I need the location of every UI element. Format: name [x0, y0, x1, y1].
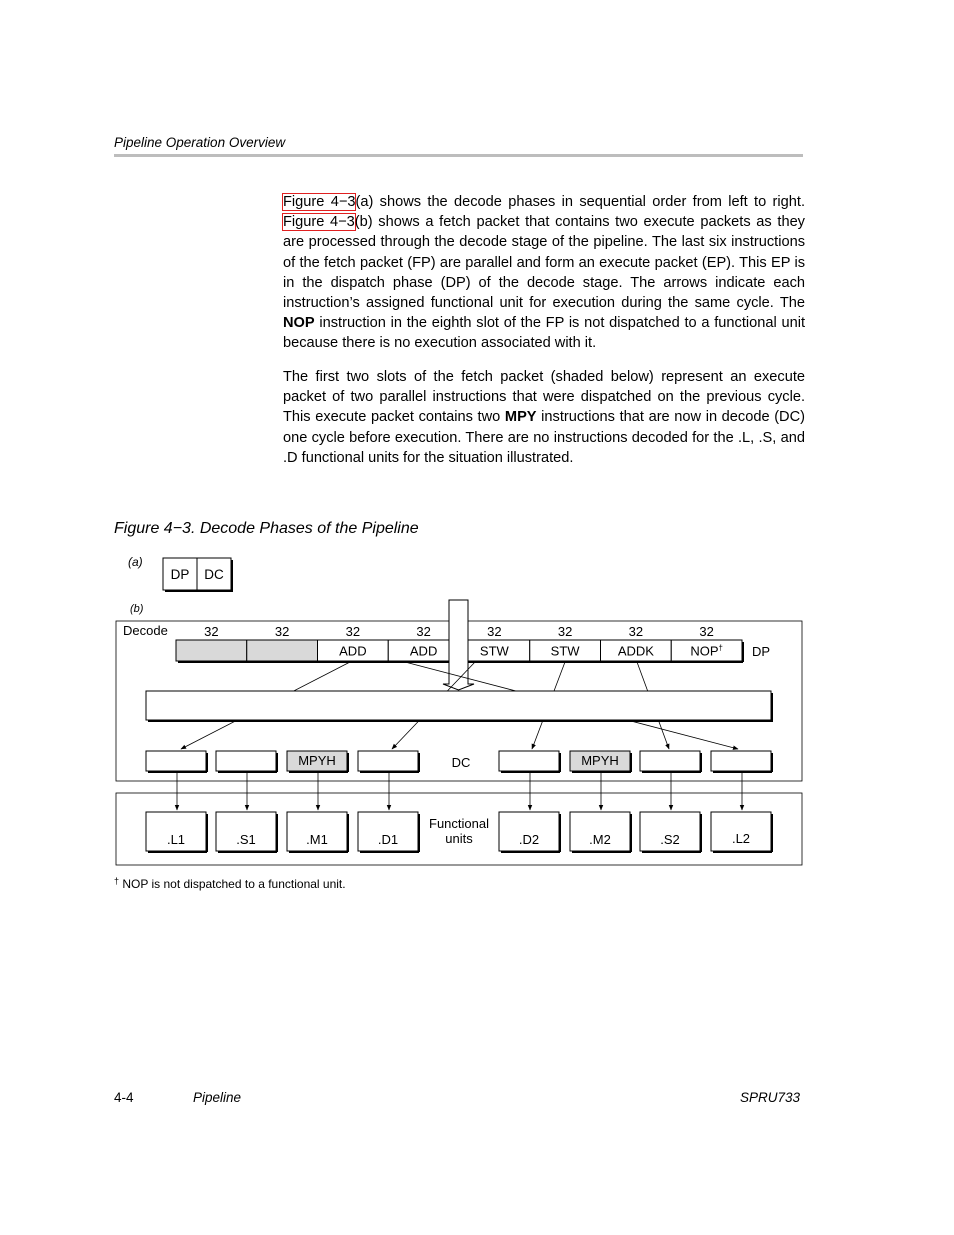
bit-width-label: 32	[557, 624, 573, 639]
bit-width-label: 32	[416, 624, 431, 639]
label-b: (b)	[130, 603, 144, 615]
dp-label: DP	[752, 644, 771, 659]
footer-chapter: Pipeline	[193, 1090, 242, 1105]
fetch-slot-stw	[459, 640, 530, 661]
unit-label: .L1	[166, 832, 186, 847]
unit-d1	[358, 812, 419, 852]
unit-label: .S1	[236, 832, 256, 847]
bit-width-label: 32	[487, 624, 502, 639]
fetch-slot-label: STW	[479, 643, 509, 659]
unit-label: .D1	[377, 832, 399, 847]
bit-width-label: 32	[345, 624, 361, 639]
fetch-slot-shaded	[247, 640, 318, 661]
unit-arrows	[177, 773, 742, 810]
bit-width-label: 32	[628, 624, 644, 639]
fetch-slot-addk	[601, 640, 672, 661]
footnote-mark: †	[114, 876, 120, 886]
footnote	[114, 876, 346, 891]
fetch-slot-add	[388, 640, 459, 661]
unit-s2	[640, 812, 701, 852]
fetch-slot-label: NOP†	[690, 643, 723, 659]
paragraph-1-text-b: (b) shows a fetch packet that contains two execute packets as they are processed through the decode stage of the pipeline. The last six instructions of the fetch packet (FP) are parallel and form an execute packet (EP). This EP is in the dispatch phase (DP) of the decode stage. The arrows indicate each instruction’s assigned functional unit for execution during the same cycle. The	[283, 214, 805, 312]
functional-label-2: units	[445, 831, 473, 846]
dc-label: DC	[451, 755, 471, 770]
unit-label: .S2	[660, 832, 680, 847]
paragraph-1-text-c: instruction in the eighth slot of the FP is not dispatched to a functional unit because there is no execution associated with it.	[283, 315, 805, 352]
label-a: (a)	[128, 555, 143, 569]
bit-width-label: 32	[699, 624, 714, 639]
footer-doc-id: SPRU733	[740, 1090, 801, 1105]
figure-link-b[interactable]: Figure 4−3	[283, 214, 355, 231]
unit-label: .M1	[306, 832, 328, 847]
dc-slot-mpyh	[287, 751, 348, 772]
dc-slot	[358, 751, 419, 772]
dc-slot	[146, 751, 207, 772]
unit-label: .L2	[731, 831, 751, 846]
dc-slot	[711, 751, 772, 772]
fetch-slot-label: STW	[550, 643, 580, 659]
bit-width-label: 32	[204, 624, 219, 639]
fetch-slot-label: ADDK	[617, 643, 654, 659]
unit-l2	[711, 812, 772, 852]
phase-dc: DC	[204, 567, 224, 582]
fetch-slot-add	[318, 640, 389, 661]
page-number: 4-4	[114, 1090, 134, 1105]
paragraph-2-text-a: The first two slots of the fetch packet (shaded below) represent an execute packet of two parallel instructions that were dispatched on the previous cycle. This execute packet contains two	[283, 369, 805, 426]
paragraph-1-text-a: (a) shows the decode phases in sequential order from left to right.	[355, 194, 805, 210]
dc-slot-label: MPYH	[298, 753, 336, 768]
unit-l1	[146, 812, 207, 852]
nop-bold: NOP	[283, 315, 315, 332]
dc-slot-mpyh	[570, 751, 631, 772]
fetch-slot-nop	[671, 640, 742, 661]
dc-slot	[216, 751, 277, 772]
unit-label: .M2	[589, 832, 611, 847]
fetch-slot-stw	[530, 640, 601, 661]
unit-s1	[216, 812, 277, 852]
unit-d2	[499, 812, 560, 852]
dc-slot-label: MPYH	[581, 753, 619, 768]
figure-caption: Figure 4−3. Decode Phases of the Pipeline	[114, 520, 419, 537]
dc-slot	[640, 751, 701, 772]
paragraph-2-text-b: instructions that are now in decode (DC) one cycle before execution. There are no instructions decoded for the .L, .S, and .D functional units for the situation illustrated.	[283, 409, 805, 466]
decode-bar	[146, 691, 773, 721]
fetch-slot-shaded	[176, 640, 247, 661]
functional-label-1: Functional	[429, 816, 489, 831]
bit-width-label: 32	[274, 624, 290, 639]
phase-box	[163, 558, 233, 591]
decode-label: Decode	[123, 623, 168, 638]
unit-m1	[287, 812, 348, 852]
fetch-slot-label: ADD	[339, 643, 367, 659]
dc-slot	[499, 751, 560, 772]
unit-label: .D2	[518, 832, 540, 847]
footnote-text: NOP is not dispatched to a functional unit.	[119, 877, 346, 891]
unit-m2	[570, 812, 631, 852]
running-header: Pipeline Operation Overview	[114, 135, 286, 150]
figure-link-a[interactable]: Figure 4−3	[283, 194, 356, 210]
mpy-bold: MPY	[504, 409, 537, 426]
phase-dp: DP	[170, 567, 190, 582]
fetch-slot-label: ADD	[409, 643, 438, 659]
